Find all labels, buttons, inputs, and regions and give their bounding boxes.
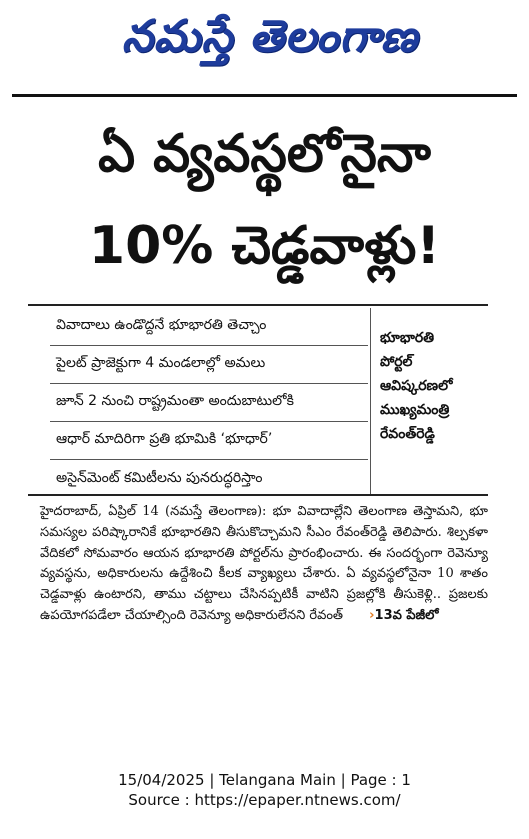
bullet-item: ఆధార్ మాదిరిగా ప్రతి భూమికి ‘భూధార్’ (50, 422, 368, 460)
article-body (40, 502, 488, 627)
masthead: నమస్తే తెలంగాణ (121, 11, 419, 62)
side-deck-line: ఆవిష్కరణలో (380, 378, 453, 394)
continued-label: 13వ పేజీలో (374, 607, 439, 623)
side-deck-line: పోర్టల్ (380, 354, 413, 370)
side-deck-line: రేవంత్‌రెడ్డి (380, 426, 435, 442)
side-deck-line: ముఖ్యమంత్రి (380, 402, 450, 418)
bullet-item: వివాదాలు ఉండొద్దనే భూభారతి తెచ్చాం (50, 308, 368, 346)
footer-source-line: Source : https://epaper.ntnews.com/ (128, 791, 401, 809)
bullet-item: అసైన్‌మెంట్ కమిటీలను పునరుద్ధరిస్తాం (56, 469, 263, 486)
continued-on-page (369, 606, 438, 627)
article-body-text: హైదరాబాద్, ఏప్రిల్ 14 (నమస్తే తెలంగాణ): భూ వివాదాల్లేని తెలంగాణ తెస్తామని, భూ సమస్యల పరిష్కారానికే భూభారతిని తీసుకొచ్చామని సీఎం రేవంత్‌రెడ్డి తెలిపారు. శిల్పకళా వేదికలో సోమవారం ఆయన భూభారతి పోర్టల్‌ను ప్రారంభించారు. ఈ సందర్భంగా రెవెన్యూ వ్యవస్థను, అధికారులను ఉద్దేశించి కీలక వ్యాఖ్యలు చేశారు. ఏ వ్యవస్థలోనైనా 10 శాతం చెడ్డవాళ్లు ఉంటారని, తాము చట్టాలు చేసినప్పటికీ వాటిని ప్రజల్లోకి తీసుకెళ్లి.. ప్రజలకు ఉపయోగపడేలా చేయాల్సింది రెవెన్యూ అధికారులేనని రేవంత్ (40, 504, 488, 623)
deck-bottom-rule (28, 494, 488, 496)
bullet-item: జూన్ 2 నుంచి రాష్ట్రమంతా అందుబాటులోకి (50, 384, 368, 422)
continued-arrow-icon: › (369, 607, 375, 623)
headline-line-1: ఏ వ్యవస్థలోనైనా (98, 124, 431, 184)
bullet-item: పైలట్ ప్రాజెక్టుగా 4 మండలాల్లో అమలు (50, 346, 368, 384)
footer-date-line: 15/04/2025 | Telangana Main | Page : 1 (118, 771, 411, 789)
newspaper-clipping (12, 8, 517, 753)
headline-line-2: 10% చెడ్డవాళ్లు! (88, 216, 441, 276)
column-divider (370, 308, 371, 494)
side-deck (380, 326, 510, 446)
masthead-rule (12, 94, 517, 97)
source-footer (0, 770, 529, 810)
deck-top-rule (28, 304, 488, 306)
side-deck-line: భూభారతి (380, 330, 435, 346)
bullet-list (50, 308, 368, 498)
